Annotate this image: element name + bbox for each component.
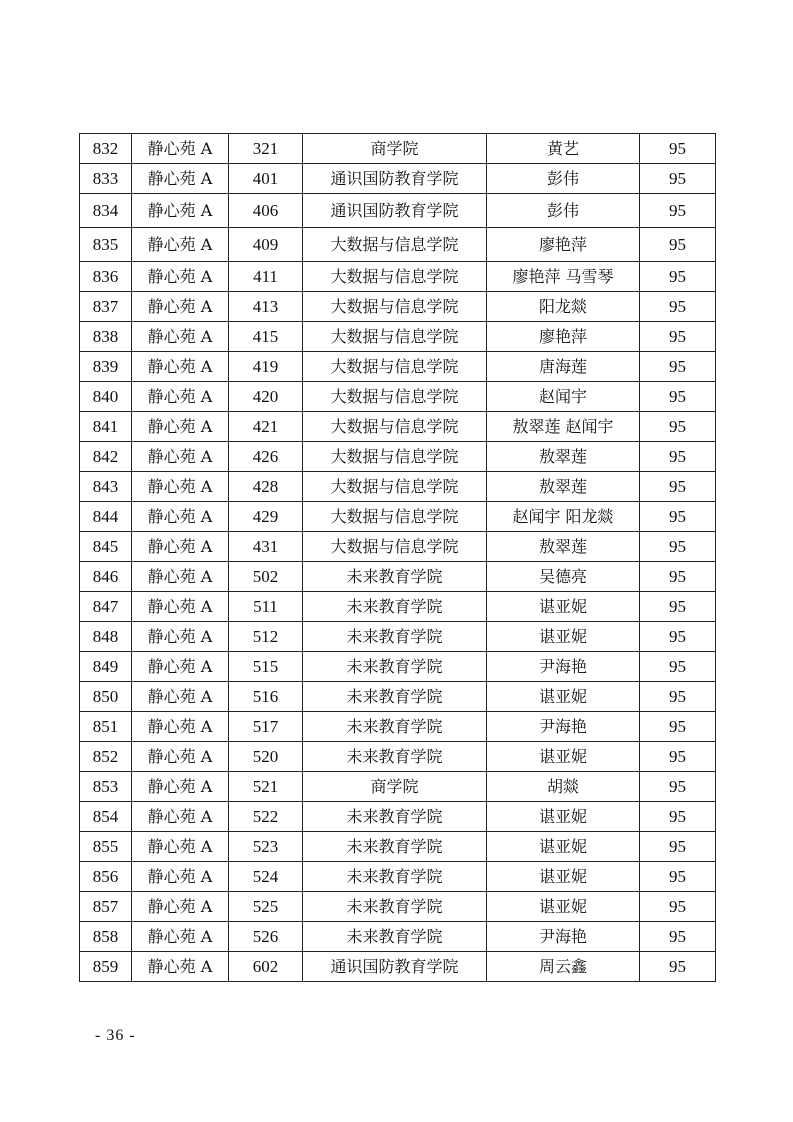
person-cell: 敖翠莲 (487, 532, 640, 562)
building-cell: 静心苑 A (132, 742, 229, 772)
room-cell: 411 (229, 262, 303, 292)
person-cell: 谌亚妮 (487, 622, 640, 652)
row-number-cell: 833 (80, 164, 132, 194)
row-number-cell: 841 (80, 412, 132, 442)
table-row (80, 322, 716, 352)
building-cell: 静心苑 A (132, 502, 229, 532)
person-cell: 尹海艳 (487, 922, 640, 952)
table-row (80, 442, 716, 472)
row-number-cell: 855 (80, 832, 132, 862)
table-row (80, 194, 716, 228)
table-row (80, 862, 716, 892)
table-row (80, 652, 716, 682)
building-cell: 静心苑 A (132, 262, 229, 292)
person-cell: 黄艺 (487, 134, 640, 164)
building-cell: 静心苑 A (132, 442, 229, 472)
person-cell: 谌亚妮 (487, 832, 640, 862)
row-number-cell: 834 (80, 194, 132, 228)
room-cell: 401 (229, 164, 303, 194)
room-cell: 431 (229, 532, 303, 562)
score-cell: 95 (640, 622, 716, 652)
score-cell: 95 (640, 532, 716, 562)
person-cell: 谌亚妮 (487, 592, 640, 622)
person-cell: 周云鑫 (487, 952, 640, 982)
score-cell: 95 (640, 592, 716, 622)
building-cell: 静心苑 A (132, 194, 229, 228)
college-cell: 未来教育学院 (303, 652, 487, 682)
score-cell: 95 (640, 164, 716, 194)
person-cell: 彭伟 (487, 164, 640, 194)
college-cell: 大数据与信息学院 (303, 382, 487, 412)
college-cell: 未来教育学院 (303, 832, 487, 862)
room-cell: 515 (229, 652, 303, 682)
person-cell: 尹海艳 (487, 652, 640, 682)
room-cell: 421 (229, 412, 303, 442)
building-cell: 静心苑 A (132, 592, 229, 622)
table-row (80, 164, 716, 194)
building-cell: 静心苑 A (132, 532, 229, 562)
college-cell: 大数据与信息学院 (303, 532, 487, 562)
table-row (80, 292, 716, 322)
table-row (80, 412, 716, 442)
person-cell: 赵闻宇 阳龙燚 (487, 502, 640, 532)
table-row (80, 562, 716, 592)
room-cell: 526 (229, 922, 303, 952)
table-row (80, 352, 716, 382)
building-cell: 静心苑 A (132, 892, 229, 922)
room-cell: 428 (229, 472, 303, 502)
college-cell: 大数据与信息学院 (303, 228, 487, 262)
table-row (80, 592, 716, 622)
score-cell: 95 (640, 652, 716, 682)
table-row (80, 622, 716, 652)
college-cell: 大数据与信息学院 (303, 442, 487, 472)
building-cell: 静心苑 A (132, 472, 229, 502)
room-cell: 522 (229, 802, 303, 832)
row-number-cell: 838 (80, 322, 132, 352)
college-cell: 大数据与信息学院 (303, 292, 487, 322)
table-row (80, 922, 716, 952)
building-cell: 静心苑 A (132, 862, 229, 892)
person-cell: 谌亚妮 (487, 742, 640, 772)
score-cell: 95 (640, 682, 716, 712)
table-row (80, 682, 716, 712)
college-cell: 通识国防教育学院 (303, 194, 487, 228)
row-number-cell: 859 (80, 952, 132, 982)
row-number-cell: 847 (80, 592, 132, 622)
college-cell: 通识国防教育学院 (303, 164, 487, 194)
person-cell: 敖翠莲 赵闻宇 (487, 412, 640, 442)
table-row (80, 952, 716, 982)
score-cell: 95 (640, 322, 716, 352)
building-cell: 静心苑 A (132, 292, 229, 322)
score-cell: 95 (640, 382, 716, 412)
person-cell: 廖艳萍 马雪琴 (487, 262, 640, 292)
row-number-cell: 839 (80, 352, 132, 382)
row-number-cell: 845 (80, 532, 132, 562)
table-row (80, 832, 716, 862)
room-cell: 521 (229, 772, 303, 802)
college-cell: 大数据与信息学院 (303, 502, 487, 532)
room-cell: 516 (229, 682, 303, 712)
college-cell: 大数据与信息学院 (303, 352, 487, 382)
row-number-cell: 853 (80, 772, 132, 802)
room-cell: 520 (229, 742, 303, 772)
college-cell: 大数据与信息学院 (303, 322, 487, 352)
row-number-cell: 857 (80, 892, 132, 922)
table-row (80, 262, 716, 292)
score-cell: 95 (640, 194, 716, 228)
score-cell: 95 (640, 228, 716, 262)
score-cell: 95 (640, 922, 716, 952)
building-cell: 静心苑 A (132, 772, 229, 802)
building-cell: 静心苑 A (132, 228, 229, 262)
college-cell: 未来教育学院 (303, 802, 487, 832)
building-cell: 静心苑 A (132, 322, 229, 352)
score-cell: 95 (640, 352, 716, 382)
college-cell: 未来教育学院 (303, 682, 487, 712)
score-cell: 95 (640, 442, 716, 472)
college-cell: 未来教育学院 (303, 922, 487, 952)
college-cell: 商学院 (303, 772, 487, 802)
person-cell: 阳龙燚 (487, 292, 640, 322)
building-cell: 静心苑 A (132, 412, 229, 442)
table-row (80, 892, 716, 922)
person-cell: 谌亚妮 (487, 862, 640, 892)
score-cell: 95 (640, 832, 716, 862)
score-cell: 95 (640, 472, 716, 502)
table-row (80, 382, 716, 412)
score-cell: 95 (640, 802, 716, 832)
college-cell: 通识国防教育学院 (303, 952, 487, 982)
building-cell: 静心苑 A (132, 832, 229, 862)
room-cell: 524 (229, 862, 303, 892)
table-row (80, 134, 716, 164)
person-cell: 敖翠莲 (487, 472, 640, 502)
score-cell: 95 (640, 562, 716, 592)
score-cell: 95 (640, 772, 716, 802)
building-cell: 静心苑 A (132, 802, 229, 832)
building-cell: 静心苑 A (132, 562, 229, 592)
table-row (80, 742, 716, 772)
row-number-cell: 836 (80, 262, 132, 292)
college-cell: 未来教育学院 (303, 862, 487, 892)
score-cell: 95 (640, 262, 716, 292)
room-cell: 419 (229, 352, 303, 382)
person-cell: 廖艳萍 (487, 228, 640, 262)
row-number-cell: 850 (80, 682, 132, 712)
table-row (80, 228, 716, 262)
room-cell: 511 (229, 592, 303, 622)
building-cell: 静心苑 A (132, 382, 229, 412)
room-cell: 406 (229, 194, 303, 228)
college-cell: 大数据与信息学院 (303, 412, 487, 442)
table-row (80, 772, 716, 802)
score-cell: 95 (640, 952, 716, 982)
row-number-cell: 835 (80, 228, 132, 262)
row-number-cell: 856 (80, 862, 132, 892)
score-cell: 95 (640, 134, 716, 164)
row-number-cell: 846 (80, 562, 132, 592)
row-number-cell: 840 (80, 382, 132, 412)
score-cell: 95 (640, 712, 716, 742)
room-cell: 420 (229, 382, 303, 412)
college-cell: 未来教育学院 (303, 712, 487, 742)
room-cell: 525 (229, 892, 303, 922)
room-cell: 429 (229, 502, 303, 532)
room-cell: 413 (229, 292, 303, 322)
person-cell: 吴德亮 (487, 562, 640, 592)
college-cell: 未来教育学院 (303, 742, 487, 772)
table-row (80, 712, 716, 742)
building-cell: 静心苑 A (132, 622, 229, 652)
building-cell: 静心苑 A (132, 712, 229, 742)
row-number-cell: 854 (80, 802, 132, 832)
college-cell: 商学院 (303, 134, 487, 164)
row-number-cell: 848 (80, 622, 132, 652)
inspection-table (79, 133, 716, 982)
person-cell: 尹海艳 (487, 712, 640, 742)
row-number-cell: 832 (80, 134, 132, 164)
person-cell: 廖艳萍 (487, 322, 640, 352)
room-cell: 321 (229, 134, 303, 164)
table-row (80, 802, 716, 832)
person-cell: 谌亚妮 (487, 892, 640, 922)
score-cell: 95 (640, 892, 716, 922)
row-number-cell: 852 (80, 742, 132, 772)
table-row (80, 532, 716, 562)
room-cell: 426 (229, 442, 303, 472)
person-cell: 唐海莲 (487, 352, 640, 382)
page-number: - 36 - (95, 1027, 136, 1044)
person-cell: 胡燚 (487, 772, 640, 802)
building-cell: 静心苑 A (132, 652, 229, 682)
room-cell: 502 (229, 562, 303, 592)
college-cell: 未来教育学院 (303, 592, 487, 622)
building-cell: 静心苑 A (132, 922, 229, 952)
person-cell: 谌亚妮 (487, 802, 640, 832)
row-number-cell: 837 (80, 292, 132, 322)
building-cell: 静心苑 A (132, 164, 229, 194)
room-cell: 602 (229, 952, 303, 982)
room-cell: 409 (229, 228, 303, 262)
table-body (80, 134, 716, 982)
college-cell: 大数据与信息学院 (303, 472, 487, 502)
row-number-cell: 842 (80, 442, 132, 472)
college-cell: 未来教育学院 (303, 622, 487, 652)
building-cell: 静心苑 A (132, 134, 229, 164)
score-cell: 95 (640, 292, 716, 322)
score-cell: 95 (640, 742, 716, 772)
row-number-cell: 849 (80, 652, 132, 682)
room-cell: 523 (229, 832, 303, 862)
college-cell: 未来教育学院 (303, 892, 487, 922)
room-cell: 415 (229, 322, 303, 352)
college-cell: 大数据与信息学院 (303, 262, 487, 292)
college-cell: 未来教育学院 (303, 562, 487, 592)
score-cell: 95 (640, 502, 716, 532)
building-cell: 静心苑 A (132, 952, 229, 982)
room-cell: 517 (229, 712, 303, 742)
person-cell: 彭伟 (487, 194, 640, 228)
score-cell: 95 (640, 412, 716, 442)
table-row (80, 472, 716, 502)
building-cell: 静心苑 A (132, 352, 229, 382)
room-cell: 512 (229, 622, 303, 652)
person-cell: 谌亚妮 (487, 682, 640, 712)
score-cell: 95 (640, 862, 716, 892)
table-row (80, 502, 716, 532)
person-cell: 敖翠莲 (487, 442, 640, 472)
row-number-cell: 858 (80, 922, 132, 952)
person-cell: 赵闻宇 (487, 382, 640, 412)
row-number-cell: 843 (80, 472, 132, 502)
row-number-cell: 844 (80, 502, 132, 532)
row-number-cell: 851 (80, 712, 132, 742)
building-cell: 静心苑 A (132, 682, 229, 712)
